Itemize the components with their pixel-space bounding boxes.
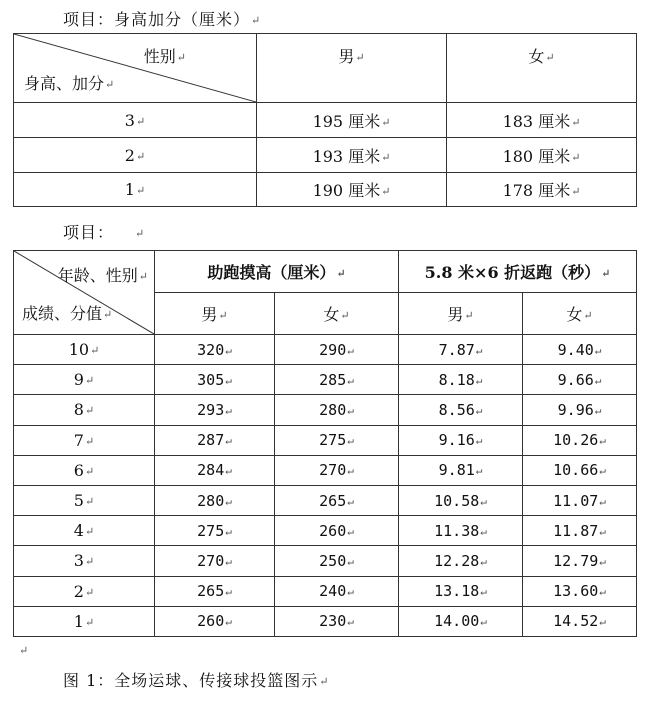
table-row [14, 173, 637, 207]
jump-female-cell: 275↵ [275, 425, 399, 455]
run-female-cell: 13.60↵ [523, 576, 637, 606]
score-cell: 2↵ [14, 138, 257, 173]
jump-male-cell: 305↵ [155, 365, 275, 395]
run-female-cell: 10.26↵ [523, 425, 637, 455]
table-row [14, 576, 637, 606]
table-row [14, 455, 637, 485]
jump-male-cell: 293↵ [155, 395, 275, 425]
score-cell: 2↵ [14, 576, 155, 606]
table-row [14, 516, 637, 546]
score-standard-table [13, 250, 637, 637]
jump-male-cell: 287↵ [155, 425, 275, 455]
run-male-cell: 11.38↵ [399, 516, 523, 546]
jump-female-header: 女↵ [275, 293, 399, 335]
table2-diag-bottom-label: 成绩、分值↵ [22, 304, 113, 323]
jump-male-cell: 275↵ [155, 516, 275, 546]
table1-diagonal-header [14, 34, 257, 103]
table-row [14, 606, 637, 636]
male-height-cell: 190 厘米↵ [257, 173, 447, 207]
run-female-cell: 9.40↵ [523, 335, 637, 365]
jump-female-cell: 260↵ [275, 516, 399, 546]
score-cell: 3↵ [14, 546, 155, 576]
table2-diagonal-header [14, 251, 155, 335]
female-height-cell: 183 厘米↵ [447, 103, 637, 138]
table-row [14, 138, 637, 173]
table-row [14, 335, 637, 365]
score-cell: 6↵ [14, 455, 155, 485]
run-male-cell: 9.81↵ [399, 455, 523, 485]
table-row [14, 395, 637, 425]
table-row [14, 103, 637, 138]
run-male-cell: 8.56↵ [399, 395, 523, 425]
jump-female-cell: 250↵ [275, 546, 399, 576]
run-male-cell: 7.87↵ [399, 335, 523, 365]
score-cell: 5↵ [14, 485, 155, 515]
run-male-cell: 12.28↵ [399, 546, 523, 576]
jump-female-cell: 290↵ [275, 335, 399, 365]
jump-male-cell: 280↵ [155, 485, 275, 515]
run-male-cell: 13.18↵ [399, 576, 523, 606]
score-cell: 1↵ [14, 606, 155, 636]
jump-female-cell: 230↵ [275, 606, 399, 636]
run-female-cell: 11.87↵ [523, 516, 637, 546]
table-row [14, 546, 637, 576]
run-male-cell: 10.58↵ [399, 485, 523, 515]
table1-col-male: 男↵ [257, 34, 447, 103]
jump-female-cell: 280↵ [275, 395, 399, 425]
table1-header-row [14, 34, 637, 103]
male-height-cell: 193 厘米↵ [257, 138, 447, 173]
empty-paragraph: ↵ [19, 644, 30, 657]
run-female-cell: 9.96↵ [523, 395, 637, 425]
female-height-cell: 180 厘米↵ [447, 138, 637, 173]
jump-male-cell: 320↵ [155, 335, 275, 365]
table1-diag-bottom-label: 身高、加分↵ [24, 74, 115, 93]
score-cell: 7↵ [14, 425, 155, 455]
table1-diag-top-label: 性别↵ [143, 47, 186, 66]
run-female-header: 女↵ [523, 293, 637, 335]
run-female-cell: 10.66↵ [523, 455, 637, 485]
score-cell: 9↵ [14, 365, 155, 395]
male-height-cell: 195 厘米↵ [257, 103, 447, 138]
score-cell: 8↵ [14, 395, 155, 425]
run-male-header: 男↵ [399, 293, 523, 335]
score-cell: 1↵ [14, 173, 257, 207]
jump-female-cell: 265↵ [275, 485, 399, 515]
section1-title: 项目：身高加分（厘米）↵ [63, 10, 262, 29]
table2-diag-top-label: 年龄、性别↵ [57, 266, 148, 285]
group-header-jump: 助跑摸高（厘米）↵ [155, 251, 399, 293]
run-female-cell: 12.79↵ [523, 546, 637, 576]
section2-title: 项目： ↵ [63, 223, 146, 242]
height-bonus-table [13, 33, 637, 207]
run-female-cell: 9.66↵ [523, 365, 637, 395]
run-female-cell: 11.07↵ [523, 485, 637, 515]
table2-group-header-row [14, 251, 637, 293]
jump-male-cell: 265↵ [155, 576, 275, 606]
table-row [14, 425, 637, 455]
score-cell: 10↵ [14, 335, 155, 365]
group-header-shuttle-run: 5.8 米×6 折返跑（秒）↵ [399, 251, 637, 293]
run-female-cell: 14.52↵ [523, 606, 637, 636]
jump-male-cell: 260↵ [155, 606, 275, 636]
table1-col-female: 女↵ [447, 34, 637, 103]
jump-female-cell: 285↵ [275, 365, 399, 395]
jump-male-header: 男↵ [155, 293, 275, 335]
table-row [14, 365, 637, 395]
female-height-cell: 178 厘米↵ [447, 173, 637, 207]
score-cell: 4↵ [14, 516, 155, 546]
table-row [14, 485, 637, 515]
run-male-cell: 9.16↵ [399, 425, 523, 455]
score-cell: 3↵ [14, 103, 257, 138]
jump-male-cell: 284↵ [155, 455, 275, 485]
figure-caption: 图 1：全场运球、传接球投篮图示↵ [63, 671, 330, 690]
jump-female-cell: 270↵ [275, 455, 399, 485]
run-male-cell: 8.18↵ [399, 365, 523, 395]
jump-male-cell: 270↵ [155, 546, 275, 576]
jump-female-cell: 240↵ [275, 576, 399, 606]
run-male-cell: 14.00↵ [399, 606, 523, 636]
